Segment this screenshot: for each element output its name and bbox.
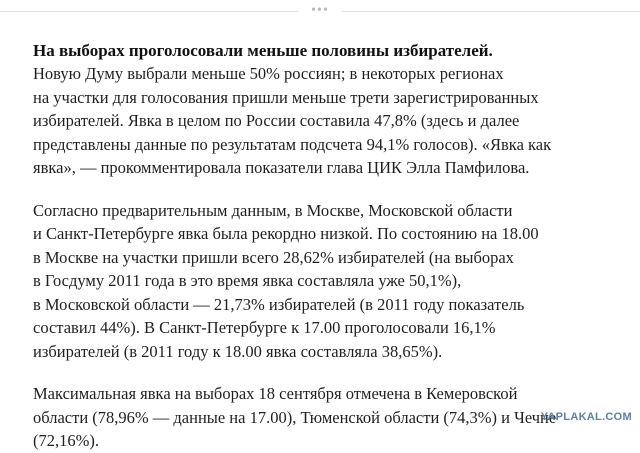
section-divider — [0, 0, 640, 22]
divider-line-left — [0, 11, 298, 12]
divider-line-right — [342, 11, 640, 12]
article-headline: На выборах проголосовали меньше половины избирателей. — [33, 41, 493, 60]
article-body — [33, 40, 623, 453]
article-paragraph-3: Максимальная явка на выборах 18 сентября отмечена в Кемеровской области (78,96% — данные на 17.00), Тюменской области (74,3%) и Чечне (72,16%). — [33, 384, 557, 450]
site-watermark: YAPLAKAL.COM — [540, 411, 632, 423]
more-dots-icon: ••• — [311, 3, 329, 18]
article-paragraph-2: Согласно предварительным данным, в Москве, Московской области и Санкт-Петербурге явка была рекордно низкой. По состоянию на 18.00 в Москве на участки пришли всего 28,62% избирателей (на выборах в Госдуму 2011 года в это время явка составляла уже 50,1%), в Московской области — 21,73% избирателей (в 2011 году показатель составил 44%). В Санкт-Петербурге к 17.00 проголосовали 16,1% избирателей (в 2011 году к 18.00 явка составляла 38,65%). — [33, 200, 539, 361]
article-paragraph-1: Новую Думу выбрали меньше 50% россиян; в некоторых регионах на участки для голосования пришли меньше трети зарегистрированных избирателей. Явка в целом по России составила 47,8% (здесь и далее представлены данные по результатам подсчета 94,1% голосов). «Явка как явка», — прокомментировала показатели глава ЦИК Элла Памфилова. — [33, 64, 552, 177]
